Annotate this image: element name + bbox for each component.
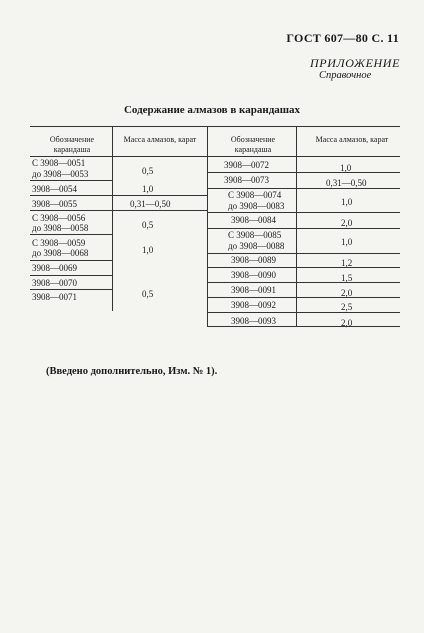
row-rule	[207, 172, 400, 173]
table-cell: до 3908—0083	[228, 201, 285, 211]
row-rule	[30, 210, 207, 211]
appendix-subtitle: Справочное	[319, 70, 372, 81]
table-cell: 3908—0073	[224, 175, 269, 185]
table-cell: 3908—0092	[231, 300, 276, 310]
row-rule	[207, 312, 400, 313]
table-cell: С 3908—0059	[32, 238, 86, 248]
table-cell: до 3908—0058	[32, 223, 89, 233]
table-cell: 1,0	[142, 184, 154, 194]
row-rule	[207, 297, 400, 298]
table-cell: 1,2	[341, 258, 353, 268]
table-cell: 3908—0084	[231, 215, 276, 225]
table-cell: 2,0	[341, 288, 353, 298]
table-cell: 3908—0070	[32, 278, 77, 288]
table-cell: 3908—0090	[231, 270, 276, 280]
table-title: Содержание алмазов в карандашах	[123, 104, 301, 116]
table-cell: 1,0	[340, 163, 352, 173]
table-header-rule	[30, 156, 400, 157]
column-divider	[112, 126, 113, 311]
table-cell: С 3908—0074	[228, 190, 282, 200]
table-cell: 1,5	[341, 273, 353, 283]
row-rule	[207, 212, 400, 213]
header-mass-left: Масса алмазов, карат	[123, 135, 197, 144]
table-cell: 3908—0093	[231, 316, 276, 326]
header-mass-right: Масса алмазов, карат	[315, 135, 389, 144]
table-cell: 1,0	[341, 237, 353, 247]
table-cell: 1,0	[142, 245, 154, 255]
table-cell: 2,0	[341, 318, 353, 328]
table-cell: до 3908—0068	[32, 248, 89, 258]
table-cell: 3908—0091	[231, 285, 276, 295]
table-cell: 3908—0089	[231, 255, 276, 265]
document-header: ГОСТ 607—80 С. 11	[286, 31, 399, 45]
column-divider	[207, 126, 208, 326]
row-rule	[207, 188, 400, 189]
appendix-title: ПРИЛОЖЕНИЕ	[310, 56, 400, 70]
table-cell: 0,5	[142, 220, 154, 230]
table-cell: 3908—0055	[32, 199, 77, 209]
row-rule	[207, 253, 400, 254]
table-cell: 3908—0072	[224, 160, 269, 170]
row-rule	[30, 234, 112, 235]
table-cell: С 3908—0056	[32, 213, 86, 223]
row-rule	[30, 180, 112, 181]
table-cell: 3908—0054	[32, 184, 77, 194]
header-designation-right: Обозначение карандаша	[230, 135, 276, 154]
row-rule	[207, 282, 400, 283]
table-cell: до 3908—0053	[32, 169, 89, 179]
row-rule	[30, 260, 112, 261]
row-rule	[30, 195, 207, 196]
table-cell: 0,5	[142, 166, 154, 176]
table-cell: 3908—0069	[32, 263, 77, 273]
table-cell: 0,31—0,50	[326, 178, 367, 188]
row-rule	[30, 289, 112, 290]
amendment-note: (Введено дополнительно, Изм. № 1).	[46, 366, 218, 377]
row-rule	[207, 326, 400, 327]
table-cell: до 3908—0088	[228, 241, 285, 251]
column-divider	[296, 126, 297, 326]
table-cell: С 3908—0085	[228, 230, 282, 240]
table-cell: 2,5	[341, 302, 353, 312]
table-cell: 0,5	[142, 289, 154, 299]
row-rule	[207, 267, 400, 268]
row-rule	[207, 228, 400, 229]
table-cell: 2,0	[341, 218, 353, 228]
table-cell: 3908—0071	[32, 292, 77, 302]
table-cell: С 3908—0051	[32, 158, 86, 168]
table-top-rule	[30, 126, 400, 127]
table-cell: 0,31—0,50	[130, 199, 171, 209]
row-rule	[30, 275, 112, 276]
table-cell: 1,0	[341, 197, 353, 207]
header-designation-left: Обозначение карандаша	[49, 135, 95, 154]
